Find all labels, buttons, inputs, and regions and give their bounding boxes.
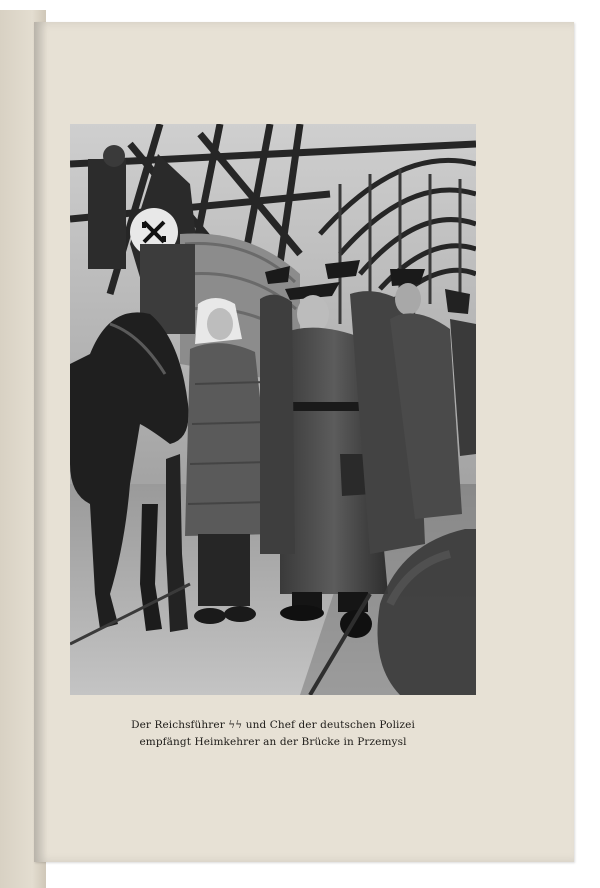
page-fold-shadow: [34, 22, 48, 862]
historical-photograph: [70, 124, 476, 695]
photo-caption: [70, 717, 476, 751]
photograph-image: [70, 124, 476, 695]
caption-line-1: Der Reichsführer ϟϟ und Chef der deutschen Polizei: [131, 719, 415, 731]
book-page: [34, 22, 574, 862]
caption-line-2: empfängt Heimkehrer an der Brücke in Przemysl: [139, 736, 407, 748]
